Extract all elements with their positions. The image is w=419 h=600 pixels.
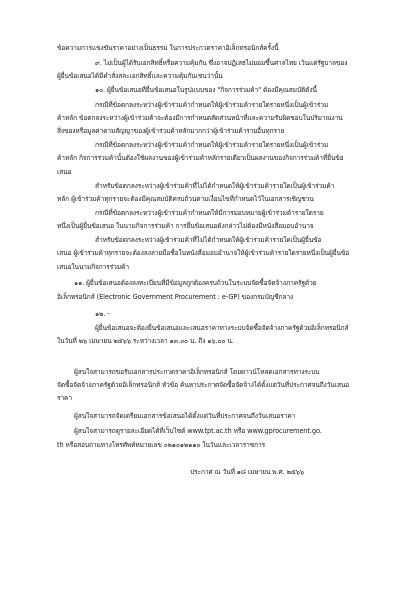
text-line: ผู้สนใจสามารถจัดเตรียมเอกสารข้อเสนอได้ตั้งแต่วันที่ประกาศจนถึงวันเสนอราคา (74, 412, 296, 420)
text-line: กรณีที่ข้อตกลงระหว่างผู้เข้าร่วมค้ากำหนดให้ผู้เข้าร่วมค้ารายใดรายหนึ่งเป็นผู้เข้าร่วม (95, 101, 329, 109)
text-line: สำหรับข้อตกลงระหว่างผู้เข้าร่วมค้าที่ไม่ได้กำหนดให้ผู้เข้าร่วมค้ารายใดเป็นผู้เข้าร่วมค้า (95, 182, 335, 190)
text-line: เสนอในนามกิจการร่วมค้า (57, 263, 129, 271)
text-line: th หรือสอบถามทางโทรศัพท์หมายเลข ๐๒๑๐๑๒๑๑๐ ในวันและเวลาราชการ (57, 441, 266, 449)
text-line: สำหรับข้อตกลงระหว่างผู้เข้าร่วมค้าที่ไม่ได้กำหนดให้ผู้เข้าร่วมค้ารายใดเป็นผู้ยื่นข้อ (95, 236, 322, 244)
text-line: ผู้ยื่นข้อเสนอได้มีคำสั่งสละเอกสิทธิ์และความคุ้มกันเช่นว่านั้น (57, 72, 223, 80)
text-line: อิเล็กทรอนิกส์ (Electronic Government Procurement : e-GP) ของกรมบัญชีกลาง (57, 293, 294, 301)
text-line: ผู้สนใจสามารถขอรับเอกสารประกวดราคาอิเล็กทรอนิกส์ โดยดาวน์โหลดเอกสารทางระบบ (74, 368, 320, 376)
text-line: สิ่งของหรือมูลค่าตามสัญญาของผู้เข้าร่วมค้าหลักมากกว่าผู้เข้าร่วมค้ารายอื่นทุกราย (57, 127, 285, 135)
text-line: กรณีที่ข้อตกลงระหว่างผู้เข้าร่วมค้ากำหนดให้มีการมอบหมายผู้เข้าร่วมค้ารายใดราย (95, 209, 324, 217)
text-line: ในวันที่ ๒๖ เมษายน ๒๕๖๖ ระหว่างเวลา ๑๓.๐๐ น. ถึง ๑๖.๐๐ น. (57, 337, 234, 345)
text-line: เสนอ ผู้เข้าร่วมค้าทุกรายจะต้องลงลายมือชื่อในหนังสือมอบอำนาจให้ผู้เข้าร่วมค้ารายใดรายหนึ่งเป็นผู้ยื่นข้อ (57, 249, 350, 257)
text-line: ข้อความการแข่งขันราคาอย่างเป็นธรรม ในการประกวดราคาอิเล็กทรอนิกส์ครั้งนี้ (57, 44, 279, 52)
text-line: ผู้ยื่นข้อเสนอจะต้องยื่นข้อเสนอและเสนอราคาทางระบบจัดซื้อจัดจ้างภาครัฐด้วยอิเล็กทรอนิกส์ (95, 324, 349, 332)
text-line: จัดซื้อจัดจ้างภาครัฐด้วยอิเล็กทรอนิกส์ หัวข้อ ค้นหาประกาศจัดซื้อจัดจ้างได้ตั้งแต่วันที่ประกาศจนถึงวันเสนอ (57, 381, 350, 389)
text-line: ค้าหลัก กิจการร่วมค้านั้นต้องใช้ผลงานของผู้เข้าร่วมค้าหลักรายเดียวเป็นผลงานของกิจการร่วมค้าที่ยื่นข้อ (57, 154, 344, 162)
text-line: ๑๐. ผู้ยื่นข้อเสนอที่ยื่นข้อเสนอในรูปแบบของ "กิจการร่วมค้า" ต้องมีคุณสมบัติดังนี้ (95, 86, 317, 94)
text-line: ค้าหลัก ข้อตกลงระหว่างผู้เข้าร่วมค้าจะต้องมีการกำหนดสัดส่วนหน้าที่และความรับผิดชอบในปริมาณงาน (57, 114, 343, 122)
announcement-date: ประกาศ ณ วันที่ ๑๘ เมษายน พ.ศ. ๒๕๖๖ (190, 468, 304, 476)
text-line: ๑๑. ผู้ยื่นข้อเสนอต้องลงทะเบียนที่มีข้อมูลถูกต้องครบถ้วนในระบบจัดซื้อจัดจ้างภาครัฐด้วย (74, 279, 317, 287)
text-line: เสนอ (57, 168, 72, 176)
text-line: หลัก ผู้เข้าร่วมค้าทุกรายจะต้องมีคุณสมบัติครบถ้วนตามเงื่อนไขที่กำหนดไว้ในเอกสารเชิญชวน (57, 195, 314, 203)
text-line: ราคา (57, 394, 72, 402)
text-line: ผู้สนใจสามารถดูรายละเอียดได้ที่เว็บไซต์ www.tpt.ac.th หรือ www.gprocurement.go. (74, 427, 322, 435)
text-line: ๑๒. - (95, 310, 110, 318)
text-line: กรณีที่ข้อตกลงระหว่างผู้เข้าร่วมค้ากำหนดให้ผู้เข้าร่วมค้ารายใดรายหนึ่งเป็นผู้เข้าร่วม (95, 141, 329, 149)
text-line: ๙. ไม่เป็นผู้ได้รับเอกสิทธิ์หรือความคุ้มกัน ซึ่งอาจปฏิเสธไม่ยอมขึ้นศาลไทย เว้นแต่รัฐบาลของ (95, 59, 348, 67)
text-line: หนึ่งเป็นผู้ยื่นข้อเสนอ ในนามกิจการร่วมค้า การยื่นข้อเสนอดังกล่าวไม่ต้องมีหนังสือมอบอำนาจ (57, 222, 314, 230)
